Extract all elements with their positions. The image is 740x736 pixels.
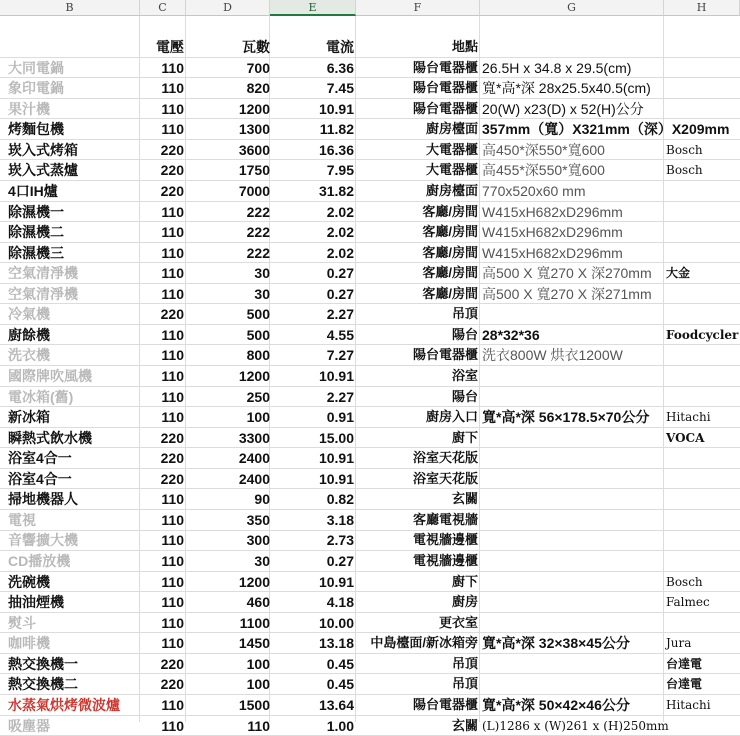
brand-cell[interactable] bbox=[666, 345, 740, 365]
table-row bbox=[0, 222, 740, 243]
location-cell[interactable]: 陽台電器櫃 bbox=[412, 347, 478, 363]
column-header-B[interactable]: B bbox=[0, 0, 140, 16]
location-header[interactable]: 地點 bbox=[451, 39, 478, 54]
current-cell[interactable]: 10.91 bbox=[318, 368, 354, 384]
brand-cell[interactable]: Bosch bbox=[666, 163, 703, 178]
location-cell[interactable]: 客廳電視牆 bbox=[412, 511, 478, 527]
voltage-cell[interactable]: 110 bbox=[161, 491, 184, 508]
brand-cell[interactable]: Hitachi bbox=[666, 410, 711, 425]
brand-cell[interactable] bbox=[666, 284, 740, 304]
current-cell[interactable]: 3.18 bbox=[326, 511, 354, 528]
current-cell[interactable]: 0.45 bbox=[326, 676, 354, 693]
current-cell[interactable]: 10.91 bbox=[318, 573, 354, 590]
watts-cell[interactable]: 3600 bbox=[238, 141, 270, 158]
spec-cell[interactable]: 高450*深550*寬600 bbox=[482, 141, 605, 158]
current-cell[interactable]: 7.95 bbox=[326, 162, 354, 179]
current-cell[interactable]: 6.36 bbox=[326, 59, 354, 76]
current-cell[interactable]: 10.91 bbox=[318, 470, 354, 487]
location-cell[interactable]: 浴室 bbox=[451, 368, 478, 383]
watts-cell[interactable]: 100 bbox=[246, 676, 270, 693]
watts-cell[interactable]: 100 bbox=[246, 409, 270, 426]
spec-cell[interactable]: W415xH682xD296mm bbox=[482, 244, 623, 261]
voltage-cell[interactable]: 110 bbox=[161, 635, 184, 652]
appliance-name-cell[interactable]: 除濕機二 bbox=[8, 224, 64, 241]
location-cell[interactable]: 大電器櫃 bbox=[425, 162, 478, 178]
spec-cell[interactable] bbox=[482, 674, 664, 694]
spec-cell[interactable]: 26.5H x 34.8 x 29.5(cm) bbox=[482, 59, 632, 76]
brand-cell[interactable] bbox=[666, 366, 740, 386]
location-cell[interactable]: 客廳/房間 bbox=[422, 285, 478, 301]
current-cell[interactable]: 2.02 bbox=[326, 203, 354, 220]
watts-cell[interactable]: 90 bbox=[254, 491, 270, 508]
watts-cell[interactable]: 2400 bbox=[238, 470, 270, 487]
appliance-name-cell[interactable]: 洗衣機 bbox=[8, 347, 50, 364]
current-cell[interactable]: 13.64 bbox=[318, 696, 354, 713]
table-row bbox=[0, 181, 740, 202]
current-cell[interactable]: 10.91 bbox=[318, 450, 354, 467]
spec-cell[interactable]: 20(W) x23(D) x 52(H)公分 bbox=[482, 100, 644, 117]
table-row bbox=[0, 284, 740, 305]
column-header-D[interactable]: D bbox=[186, 0, 270, 16]
location-cell[interactable]: 陽台 bbox=[451, 326, 478, 342]
brand-cell[interactable]: Bosch bbox=[666, 142, 703, 157]
voltage-cell[interactable]: 110 bbox=[161, 368, 184, 384]
appliance-name-cell[interactable]: 果汁機 bbox=[8, 100, 50, 117]
table-row bbox=[0, 572, 740, 593]
current-cell[interactable]: 31.82 bbox=[318, 182, 354, 199]
voltage-cell[interactable]: 220 bbox=[160, 676, 184, 693]
watts-cell[interactable]: 3300 bbox=[238, 429, 270, 446]
table-row bbox=[0, 613, 740, 634]
location-cell[interactable]: 廚下 bbox=[451, 429, 478, 445]
voltage-cell[interactable]: 110 bbox=[161, 696, 184, 713]
current-cell[interactable]: 13.18 bbox=[318, 635, 354, 652]
current-cell[interactable]: 0.45 bbox=[326, 655, 354, 672]
current-cell[interactable]: 2.27 bbox=[326, 388, 354, 405]
location-cell[interactable]: 客廳/房間 bbox=[422, 224, 478, 240]
column-header-H[interactable]: H bbox=[664, 0, 740, 16]
spec-cell[interactable]: 357mm（寬）X321mm（深）X209mm bbox=[482, 121, 730, 138]
brand-cell[interactable]: 台達電 bbox=[666, 677, 703, 692]
voltage-cell[interactable]: 110 bbox=[161, 265, 184, 282]
spec-cell[interactable] bbox=[482, 572, 664, 592]
appliance-name-cell[interactable]: 廚餘機 bbox=[8, 326, 50, 343]
spec-cell[interactable]: 寬*高*深 32×38×45公分 bbox=[482, 635, 630, 652]
appliance-name-cell[interactable]: 水蒸氣烘烤微波爐 bbox=[8, 696, 120, 713]
appliance-name-cell[interactable]: 大同電鍋 bbox=[8, 59, 64, 76]
voltage-cell[interactable]: 110 bbox=[161, 388, 184, 405]
spec-cell[interactable] bbox=[482, 469, 664, 489]
voltage-cell[interactable]: 110 bbox=[161, 121, 184, 138]
current-cell[interactable]: 10.00 bbox=[318, 614, 354, 631]
table-row bbox=[0, 407, 740, 428]
current-cell[interactable]: 7.45 bbox=[326, 80, 354, 97]
spec-cell[interactable]: W415xH682xD296mm bbox=[482, 224, 623, 241]
spec-cell[interactable]: (L)1286 x (W)261 x (H)250mm bbox=[482, 718, 669, 733]
table-row bbox=[0, 489, 740, 510]
voltage-cell[interactable]: 220 bbox=[160, 655, 184, 672]
brand-cell[interactable]: Bosch bbox=[666, 574, 703, 589]
watts-cell[interactable]: 700 bbox=[246, 59, 270, 76]
location-cell[interactable]: 客廳/房間 bbox=[422, 203, 478, 219]
location-cell[interactable]: 大電器櫃 bbox=[425, 141, 478, 157]
voltage-cell[interactable]: 110 bbox=[161, 224, 184, 241]
brand-cell[interactable] bbox=[666, 243, 740, 263]
location-cell[interactable]: 中島檯面/新冰箱旁 bbox=[370, 635, 478, 651]
current-cell[interactable]: 2.73 bbox=[326, 532, 354, 549]
table-row bbox=[0, 78, 740, 99]
current-cell[interactable]: 0.82 bbox=[326, 491, 354, 508]
brand-cell[interactable] bbox=[666, 99, 740, 119]
voltage-cell[interactable]: 220 bbox=[160, 141, 184, 158]
current-cell[interactable]: 2.02 bbox=[326, 244, 354, 261]
voltage-cell[interactable]: 110 bbox=[161, 244, 184, 261]
table-row bbox=[0, 551, 740, 572]
spec-cell[interactable]: 寬*高*深 56×178.5×70公分 bbox=[482, 409, 650, 426]
appliance-name-cell[interactable]: 除濕機三 bbox=[8, 244, 64, 261]
location-cell[interactable]: 廚房 bbox=[451, 594, 478, 610]
brand-cell[interactable]: 台達電 bbox=[666, 656, 703, 671]
watts-cell[interactable]: 30 bbox=[254, 265, 270, 282]
appliance-name-cell[interactable]: 國際牌吹風機 bbox=[8, 368, 92, 384]
watts-cell[interactable]: 1750 bbox=[238, 162, 270, 179]
voltage-cell[interactable]: 220 bbox=[160, 182, 184, 199]
table-row bbox=[0, 387, 740, 408]
location-cell[interactable]: 玄關 bbox=[451, 491, 478, 507]
table-row bbox=[0, 469, 740, 490]
location-cell[interactable]: 陽台電器櫃 bbox=[412, 100, 478, 116]
appliance-name-cell[interactable]: 咖啡機 bbox=[8, 635, 50, 652]
watts-cell[interactable]: 500 bbox=[246, 326, 270, 343]
watts-cell[interactable]: 2400 bbox=[238, 450, 270, 467]
spec-cell[interactable] bbox=[482, 551, 664, 571]
spec-cell[interactable] bbox=[482, 304, 664, 324]
watts-cell[interactable]: 1200 bbox=[238, 100, 270, 117]
location-cell[interactable]: 廚房檯面 bbox=[425, 121, 478, 137]
voltage-cell[interactable]: 110 bbox=[161, 594, 184, 611]
current-cell[interactable]: 11.82 bbox=[319, 121, 354, 138]
table-row bbox=[0, 325, 740, 346]
watts-cell[interactable]: 460 bbox=[246, 594, 270, 611]
header-row bbox=[0, 37, 740, 58]
column-header-G[interactable]: G bbox=[480, 0, 664, 16]
spec-cell[interactable]: 高500 X 寬270 X 深271mm bbox=[482, 285, 652, 302]
voltage-cell[interactable]: 110 bbox=[161, 100, 184, 117]
spec-cell[interactable]: 770x520x60 mm bbox=[482, 182, 586, 199]
spec-cell[interactable] bbox=[482, 366, 664, 386]
brand-cell[interactable] bbox=[666, 530, 740, 550]
table-row bbox=[0, 263, 740, 284]
brand-cell[interactable]: Foodcycler bbox=[666, 327, 739, 342]
table-row bbox=[0, 243, 740, 264]
table-row bbox=[0, 695, 740, 716]
watts-cell[interactable]: 100 bbox=[246, 655, 270, 672]
table-row bbox=[0, 366, 740, 387]
location-cell[interactable]: 浴室天花版 bbox=[412, 450, 478, 466]
current-cell[interactable]: 4.18 bbox=[326, 594, 354, 611]
appliance-name-cell[interactable]: 烤麵包機 bbox=[8, 121, 64, 138]
table-row bbox=[0, 202, 740, 223]
watts-cell[interactable]: 1500 bbox=[238, 696, 270, 713]
location-cell[interactable]: 更衣室 bbox=[438, 614, 478, 630]
voltage-cell[interactable]: 110 bbox=[161, 80, 184, 97]
location-cell[interactable]: 陽台 bbox=[451, 388, 478, 404]
brand-cell[interactable]: Falmec bbox=[666, 595, 710, 610]
watts-cell[interactable]: 300 bbox=[246, 532, 270, 549]
watts-cell[interactable]: 222 bbox=[246, 224, 270, 241]
location-cell[interactable]: 陽台電器櫃 bbox=[412, 80, 478, 96]
brand-cell[interactable] bbox=[666, 551, 740, 571]
voltage-cell[interactable]: 220 bbox=[160, 450, 184, 467]
spec-cell[interactable] bbox=[482, 530, 664, 550]
watts-cell[interactable]: 500 bbox=[246, 306, 270, 323]
location-cell[interactable]: 電視牆邊櫃 bbox=[412, 553, 478, 569]
spec-cell[interactable]: W415xH682xD296mm bbox=[482, 203, 623, 220]
appliance-name-cell[interactable]: 熨斗 bbox=[8, 614, 36, 631]
spec-cell[interactable] bbox=[482, 592, 664, 612]
location-cell[interactable]: 廚下 bbox=[451, 573, 478, 589]
current-cell[interactable]: 0.27 bbox=[326, 553, 354, 570]
column-header-E[interactable]: E bbox=[270, 0, 356, 16]
watts-cell[interactable]: 250 bbox=[246, 388, 270, 405]
voltage-cell[interactable]: 220 bbox=[160, 429, 184, 446]
brand-cell[interactable]: 大金 bbox=[666, 266, 691, 281]
brand-cell[interactable]: VOCA bbox=[666, 430, 705, 445]
location-cell[interactable]: 浴室天花版 bbox=[412, 470, 478, 486]
appliance-name-cell[interactable]: 浴室4合一 bbox=[8, 470, 72, 487]
watts-cell[interactable]: 30 bbox=[254, 285, 270, 302]
table-row bbox=[0, 58, 740, 79]
spec-cell[interactable] bbox=[482, 510, 664, 530]
voltage-cell[interactable]: 110 bbox=[161, 573, 184, 590]
watts-cell[interactable]: 110 bbox=[247, 717, 270, 734]
spec-cell[interactable] bbox=[482, 654, 664, 674]
table-row bbox=[0, 140, 740, 161]
table-row bbox=[0, 160, 740, 181]
spec-cell[interactable]: 寬*高*深 28x25.5x40.5(cm) bbox=[482, 80, 651, 97]
table-row bbox=[0, 592, 740, 613]
location-cell[interactable]: 吊頂 bbox=[451, 655, 478, 671]
watts-cell[interactable]: 1100 bbox=[239, 614, 270, 631]
table-row bbox=[0, 510, 740, 531]
location-cell[interactable]: 吊頂 bbox=[451, 306, 478, 322]
table-row bbox=[0, 448, 740, 469]
brand-cell[interactable]: Hitachi bbox=[666, 697, 711, 712]
location-cell[interactable]: 吊頂 bbox=[451, 676, 478, 692]
appliance-name-cell[interactable]: 電視 bbox=[8, 511, 36, 528]
location-cell[interactable]: 玄關 bbox=[451, 717, 478, 733]
spec-cell[interactable] bbox=[482, 613, 664, 633]
spec-cell[interactable]: 寬*高*深 50×42×46公分 bbox=[482, 696, 630, 713]
table-row bbox=[0, 716, 740, 736]
current-cell[interactable]: 0.91 bbox=[326, 409, 354, 426]
watts-cell[interactable]: 222 bbox=[246, 203, 270, 220]
current-cell[interactable]: 16.36 bbox=[318, 141, 354, 158]
current-cell[interactable]: 4.55 bbox=[326, 326, 354, 343]
appliance-name-cell[interactable]: 崁入式蒸爐 bbox=[8, 162, 78, 179]
watts-cell[interactable]: 1200 bbox=[238, 573, 270, 590]
current-cell[interactable]: 0.27 bbox=[326, 265, 354, 282]
appliance-name-cell[interactable]: 崁入式烤箱 bbox=[8, 141, 78, 158]
watts-header[interactable]: 瓦數 bbox=[242, 39, 270, 55]
current-header[interactable]: 電流 bbox=[326, 39, 354, 55]
table-row bbox=[0, 428, 740, 449]
table-row bbox=[0, 674, 740, 695]
current-cell[interactable]: 2.27 bbox=[326, 306, 354, 323]
watts-cell[interactable]: 1300 bbox=[238, 121, 270, 138]
appliance-name-cell[interactable]: 象印電鍋 bbox=[8, 80, 64, 97]
voltage-cell[interactable]: 110 bbox=[161, 59, 184, 76]
appliance-name-cell[interactable]: 瞬熱式飲水機 bbox=[8, 429, 92, 446]
brand-cell[interactable] bbox=[666, 448, 740, 468]
voltage-cell[interactable]: 110 bbox=[161, 614, 184, 631]
voltage-cell[interactable]: 220 bbox=[160, 470, 184, 487]
voltage-cell[interactable]: 110 bbox=[161, 409, 184, 426]
voltage-cell[interactable]: 110 bbox=[161, 511, 184, 528]
voltage-cell[interactable]: 220 bbox=[160, 306, 184, 323]
current-cell[interactable]: 1.00 bbox=[326, 717, 354, 734]
location-cell[interactable]: 陽台電器櫃 bbox=[412, 59, 478, 75]
spec-cell[interactable]: 28*32*36 bbox=[482, 326, 540, 343]
location-cell[interactable]: 陽台電器櫃 bbox=[412, 696, 478, 712]
location-cell[interactable]: 客廳/房間 bbox=[422, 244, 478, 260]
watts-cell[interactable]: 30 bbox=[254, 553, 270, 570]
watts-cell[interactable]: 350 bbox=[246, 511, 270, 528]
location-cell[interactable]: 廚房檯面 bbox=[425, 182, 478, 198]
appliance-name-cell[interactable]: 洗碗機 bbox=[8, 573, 50, 590]
brand-cell[interactable] bbox=[666, 202, 740, 222]
spec-cell[interactable] bbox=[482, 387, 664, 407]
table-row bbox=[0, 633, 740, 654]
brand-cell[interactable] bbox=[666, 387, 740, 407]
brand-cell[interactable] bbox=[666, 58, 740, 78]
appliance-name-cell[interactable]: 熱交換機二 bbox=[8, 676, 78, 693]
appliance-name-cell[interactable]: 4口IH爐 bbox=[8, 182, 58, 199]
voltage-header[interactable]: 電壓 bbox=[156, 39, 184, 55]
brand-cell[interactable] bbox=[666, 469, 740, 489]
current-cell[interactable]: 2.02 bbox=[326, 224, 354, 241]
brand-cell[interactable]: Jura bbox=[666, 636, 692, 651]
brand-cell[interactable] bbox=[666, 181, 740, 201]
spec-cell[interactable]: 高455*深550*寬600 bbox=[482, 162, 605, 179]
spec-cell[interactable] bbox=[482, 428, 664, 448]
location-cell[interactable]: 電視牆邊櫃 bbox=[412, 532, 478, 548]
voltage-cell[interactable]: 110 bbox=[161, 717, 184, 734]
table-row bbox=[0, 119, 740, 140]
appliance-name-cell[interactable]: 空氣清淨機 bbox=[8, 265, 78, 282]
brand-cell[interactable] bbox=[666, 222, 740, 242]
appliance-name-cell[interactable]: 音響擴大機 bbox=[8, 532, 78, 549]
appliance-name-cell[interactable]: 浴室4合一 bbox=[8, 450, 72, 467]
appliance-name-cell[interactable]: 掃地機器人 bbox=[8, 491, 78, 508]
brand-cell[interactable] bbox=[666, 304, 740, 324]
spec-cell[interactable] bbox=[482, 489, 664, 509]
table-row bbox=[0, 345, 740, 366]
voltage-cell[interactable]: 110 bbox=[161, 285, 184, 302]
appliance-name-cell[interactable]: 新冰箱 bbox=[8, 409, 50, 426]
voltage-cell[interactable]: 110 bbox=[161, 347, 184, 364]
voltage-cell[interactable]: 220 bbox=[160, 162, 184, 179]
location-cell[interactable]: 廚房入口 bbox=[425, 409, 478, 425]
voltage-cell[interactable]: 110 bbox=[161, 532, 184, 549]
table-row bbox=[0, 304, 740, 325]
table-row bbox=[0, 530, 740, 551]
appliance-name-cell[interactable]: 吸塵器 bbox=[8, 717, 50, 734]
column-header-F[interactable]: F bbox=[356, 0, 480, 16]
brand-cell[interactable] bbox=[666, 716, 740, 736]
column-header-C[interactable]: C bbox=[140, 0, 186, 16]
appliance-name-cell[interactable]: 熱交換機一 bbox=[8, 655, 78, 672]
spec-cell[interactable]: 高500 X 寬270 X 深270mm bbox=[482, 265, 652, 282]
watts-cell[interactable]: 1450 bbox=[238, 635, 270, 652]
current-cell[interactable]: 7.27 bbox=[326, 347, 354, 364]
spec-cell[interactable]: 洗衣800W 烘衣1200W bbox=[482, 347, 623, 364]
appliance-name-cell[interactable]: CD播放機 bbox=[8, 553, 71, 570]
table-row bbox=[0, 99, 740, 120]
current-cell[interactable]: 10.91 bbox=[318, 100, 354, 117]
watts-cell[interactable]: 1200 bbox=[238, 368, 270, 384]
brand-cell[interactable] bbox=[666, 489, 740, 509]
voltage-cell[interactable]: 110 bbox=[161, 203, 184, 220]
appliance-name-cell[interactable]: 抽油煙機 bbox=[8, 594, 64, 611]
location-cell[interactable]: 客廳/房間 bbox=[422, 265, 478, 281]
appliance-name-cell[interactable]: 空氣清淨機 bbox=[8, 285, 78, 302]
brand-cell[interactable] bbox=[666, 119, 740, 139]
current-cell[interactable]: 15.00 bbox=[318, 429, 354, 446]
watts-cell[interactable]: 800 bbox=[246, 347, 270, 364]
voltage-cell[interactable]: 110 bbox=[161, 553, 184, 570]
brand-cell[interactable] bbox=[666, 510, 740, 530]
voltage-cell[interactable]: 110 bbox=[161, 326, 184, 343]
watts-cell[interactable]: 820 bbox=[246, 80, 270, 97]
watts-cell[interactable]: 7000 bbox=[238, 182, 270, 199]
appliance-name-cell[interactable]: 電冰箱(舊) bbox=[8, 388, 74, 405]
appliance-name-cell[interactable]: 除濕機一 bbox=[8, 203, 64, 220]
spec-cell[interactable] bbox=[482, 448, 664, 468]
table-row bbox=[0, 654, 740, 675]
watts-cell[interactable]: 222 bbox=[246, 244, 270, 261]
brand-cell[interactable] bbox=[666, 613, 740, 633]
appliance-name-cell[interactable]: 冷氣機 bbox=[8, 306, 50, 323]
current-cell[interactable]: 0.27 bbox=[326, 285, 354, 302]
brand-cell[interactable] bbox=[666, 78, 740, 98]
